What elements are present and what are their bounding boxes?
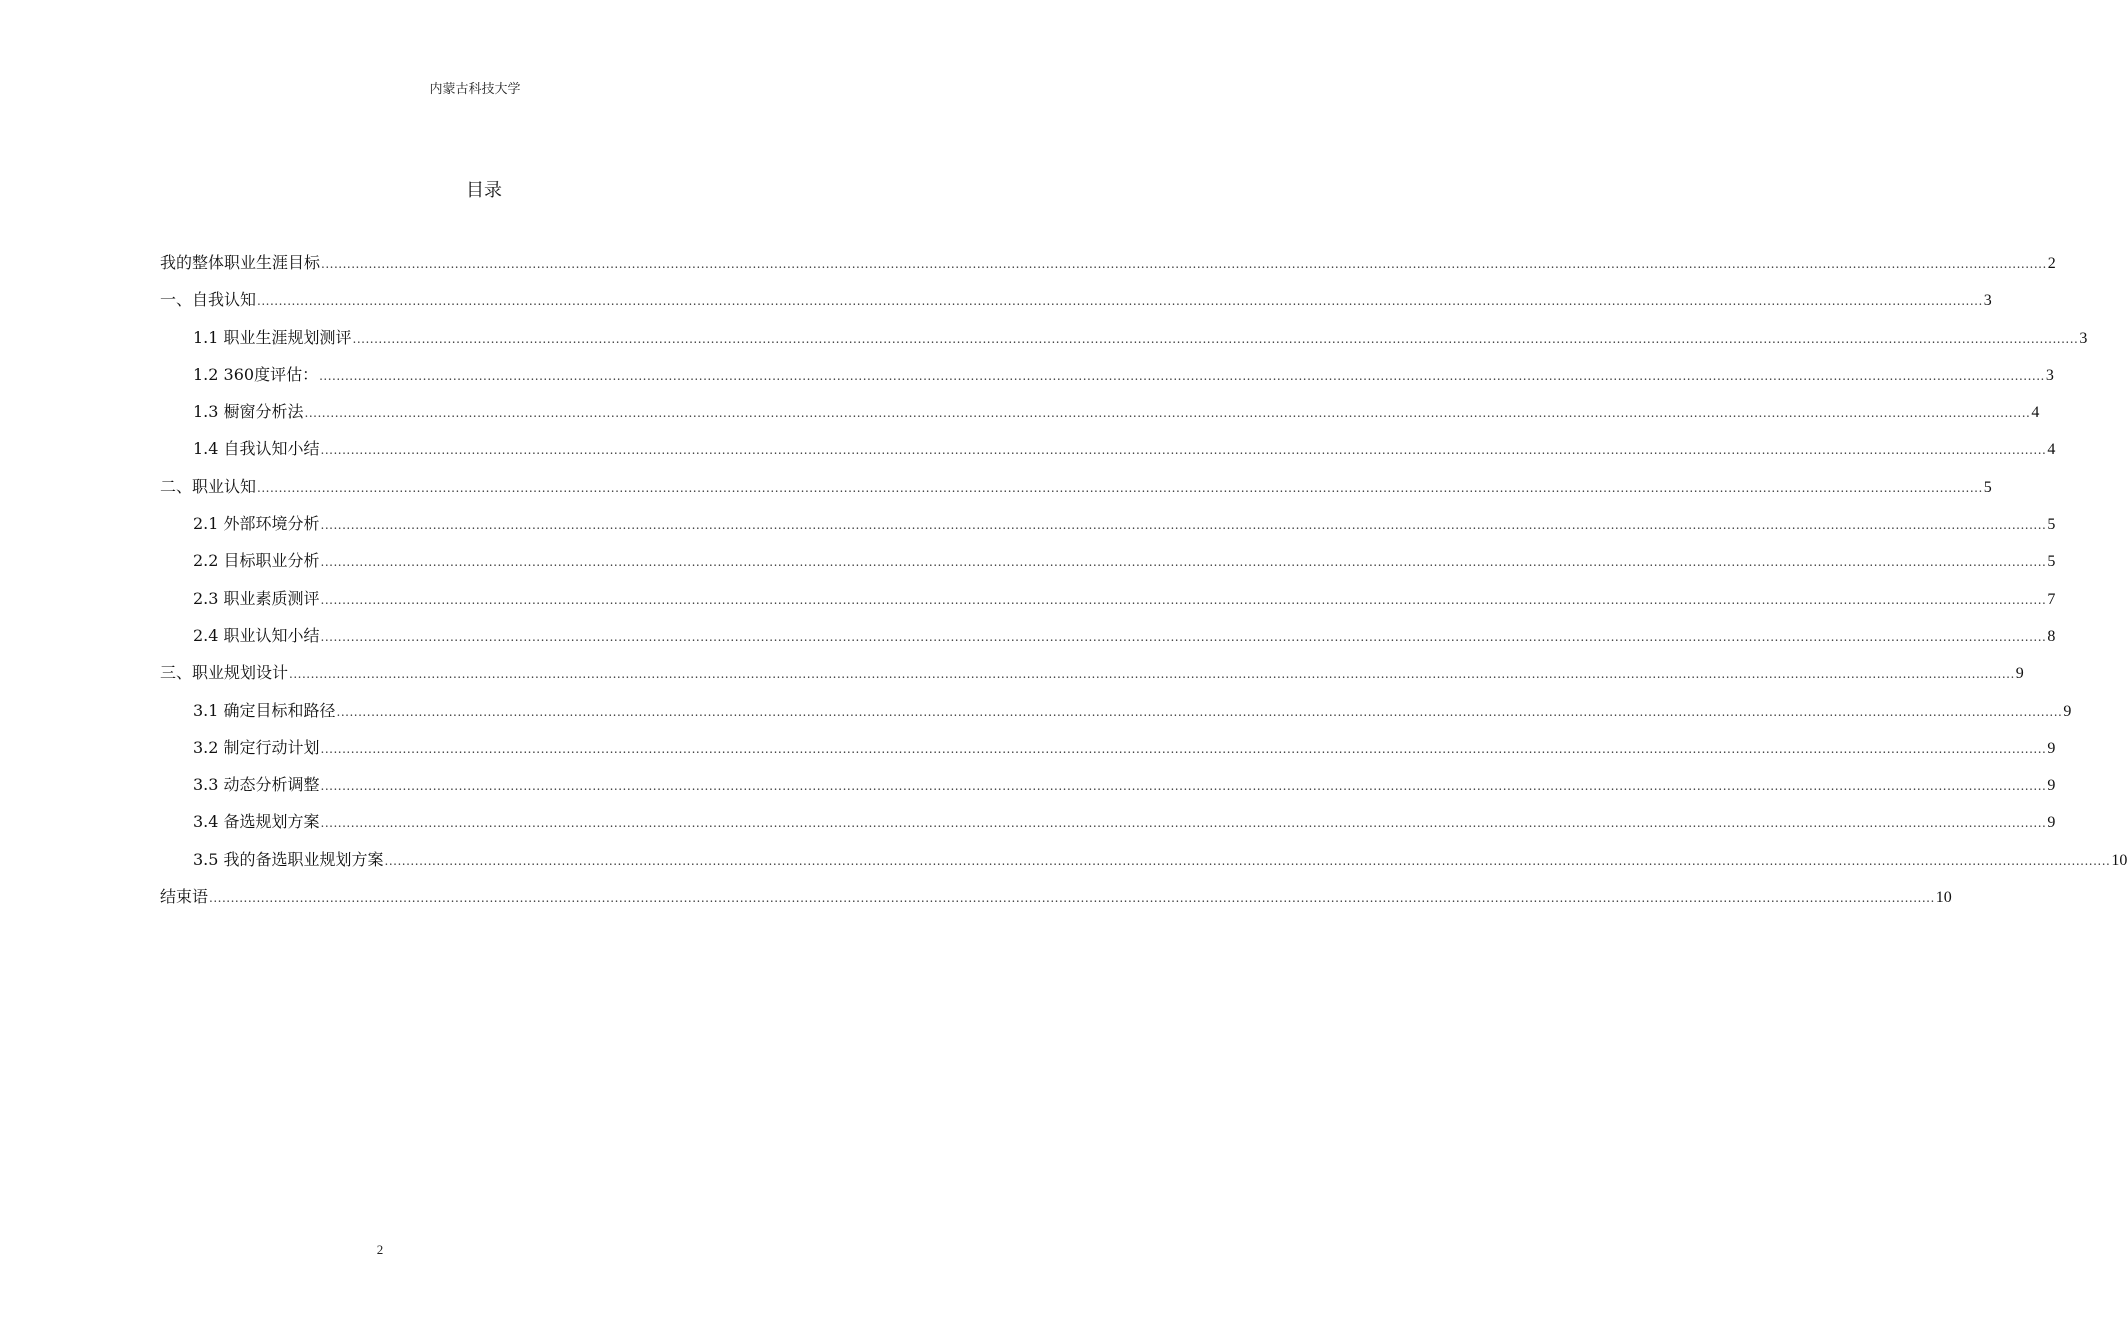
toc-entry-page: 3 — [2079, 329, 2088, 347]
toc-entry-page: 5 — [2047, 516, 2056, 534]
toc-entry-page: 2 — [2047, 255, 2056, 272]
toc-dot-leader: ................................................................................................................................................................................................................................................................................................................................................................................................................ — [320, 629, 2047, 644]
toc-dot-leader: ................................................................................................................................................................................................................................................................................................................................................................................................................ — [320, 555, 2047, 570]
toc-dot-leader: ................................................................................................................................................................................................................................................................................................................................................................................................................ — [321, 257, 2047, 271]
toc-dot-leader: ................................................................................................................................................................................................................................................................................................................................................................................................................ — [320, 816, 2047, 831]
table-of-contents — [160, 250, 2127, 921]
toc-entry-page: 9 — [2047, 739, 2056, 757]
toc-dot-leader: ................................................................................................................................................................................................................................................................................................................................................................................................................ — [304, 406, 2031, 421]
toc-entry-page: 3 — [2045, 366, 2054, 384]
page-header: 内蒙古科技大学 — [429, 82, 521, 97]
toc-dot-leader: ................................................................................................................................................................................................................................................................................................................................................................................................................ — [352, 331, 2079, 346]
toc-dot-leader: ................................................................................................................................................................................................................................................................................................................................................................................................................ — [257, 294, 1983, 309]
toc-dot-leader: ................................................................................................................................................................................................................................................................................................................................................................................................................ — [257, 480, 1983, 495]
toc-entry-page: 5 — [2047, 553, 2056, 571]
toc-dot-leader: ................................................................................................................................................................................................................................................................................................................................................................................................................ — [336, 704, 2063, 719]
toc-entry[interactable] — [160, 884, 1952, 921]
toc-dot-leader: ................................................................................................................................................................................................................................................................................................................................................................................................................ — [320, 443, 2047, 458]
toc-entry[interactable] — [160, 474, 1992, 511]
toc-entry-label: 3.4 备选规划方案 — [193, 812, 320, 832]
toc-entry-label: 1.3 橱窗分析法 — [193, 402, 304, 422]
toc-entry-label: 结束语 — [160, 887, 209, 907]
toc-title: 目录 — [466, 180, 502, 201]
toc-entry-label: 三、职业规划设计 — [160, 663, 289, 683]
toc-dot-leader: ................................................................................................................................................................................................................................................................................................................................................................................................................ — [209, 891, 1935, 906]
toc-dot-leader: ................................................................................................................................................................................................................................................................................................................................................................................................................ — [384, 853, 2111, 868]
toc-entry-page: 9 — [2047, 777, 2056, 795]
toc-entry-page: 10 — [1935, 889, 1952, 907]
toc-entry[interactable] — [160, 772, 2056, 809]
toc-dot-leader: ................................................................................................................................................................................................................................................................................................................................................................................................................ — [320, 592, 2047, 607]
toc-entry-page: 4 — [2047, 441, 2056, 459]
toc-entry-page: 8 — [2047, 627, 2056, 645]
toc-entry[interactable] — [160, 548, 2056, 585]
toc-entry-label: 1.1 职业生涯规划测评 — [193, 327, 352, 347]
toc-entry[interactable] — [160, 362, 2054, 399]
toc-entry-label: 我的整体职业生涯目标 — [160, 253, 321, 272]
toc-entry-label: 3.1 确定目标和路径 — [193, 700, 336, 720]
toc-dot-leader: ................................................................................................................................................................................................................................................................................................................................................................................................................ — [320, 518, 2047, 533]
toc-entry[interactable] — [160, 586, 2056, 623]
toc-entry[interactable] — [160, 511, 2056, 548]
toc-entry[interactable] — [160, 809, 2056, 846]
toc-entry[interactable] — [160, 250, 2056, 287]
toc-dot-leader: ................................................................................................................................................................................................................................................................................................................................................................................................................ — [289, 667, 2015, 682]
toc-entry[interactable] — [160, 847, 2127, 884]
toc-entry-label: 3.2 制定行动计划 — [193, 737, 320, 757]
toc-entry-label: 2.3 职业素质测评 — [193, 588, 320, 608]
toc-dot-leader: ................................................................................................................................................................................................................................................................................................................................................................................................................ — [320, 779, 2047, 794]
toc-entry-page: 9 — [2015, 665, 2024, 683]
toc-entry[interactable] — [160, 399, 2040, 436]
toc-dot-leader: ................................................................................................................................................................................................................................................................................................................................................................................................................ — [320, 741, 2047, 756]
toc-entry-page: 9 — [2047, 814, 2056, 832]
toc-entry[interactable] — [160, 735, 2056, 772]
toc-entry[interactable] — [160, 698, 2072, 735]
toc-entry[interactable] — [160, 660, 2024, 697]
toc-entry-page: 4 — [2031, 404, 2040, 422]
toc-dot-leader: ................................................................................................................................................................................................................................................................................................................................................................................................................ — [319, 368, 2045, 383]
toc-entry[interactable] — [160, 623, 2056, 660]
toc-entry-page: 7 — [2047, 590, 2056, 608]
toc-entry[interactable] — [160, 325, 2088, 362]
toc-entry-page: 5 — [1983, 478, 1992, 496]
toc-entry-label: 1.4 自我认知小结 — [193, 439, 320, 459]
toc-entry-label: 2.2 目标职业分析 — [193, 551, 320, 571]
toc-entry-page: 10 — [2111, 851, 2127, 869]
toc-entry-page: 9 — [2063, 702, 2072, 720]
toc-entry-label: 1.2 360度评估： — [193, 364, 319, 384]
toc-entry-label: 2.1 外部环境分析 — [193, 514, 320, 534]
toc-entry-label: 3.3 动态分析调整 — [193, 775, 320, 795]
toc-entry-label: 2.4 职业认知小结 — [193, 625, 320, 645]
toc-entry-label: 3.5 我的备选职业规划方案 — [193, 849, 384, 869]
toc-entry-label: 一、自我认知 — [160, 290, 257, 310]
toc-entry[interactable] — [160, 436, 2056, 473]
toc-entry-label: 二、职业认知 — [160, 476, 257, 496]
toc-entry-page: 3 — [1983, 292, 1992, 310]
toc-entry[interactable] — [160, 287, 1992, 324]
page-number: 2 — [376, 1242, 384, 1257]
